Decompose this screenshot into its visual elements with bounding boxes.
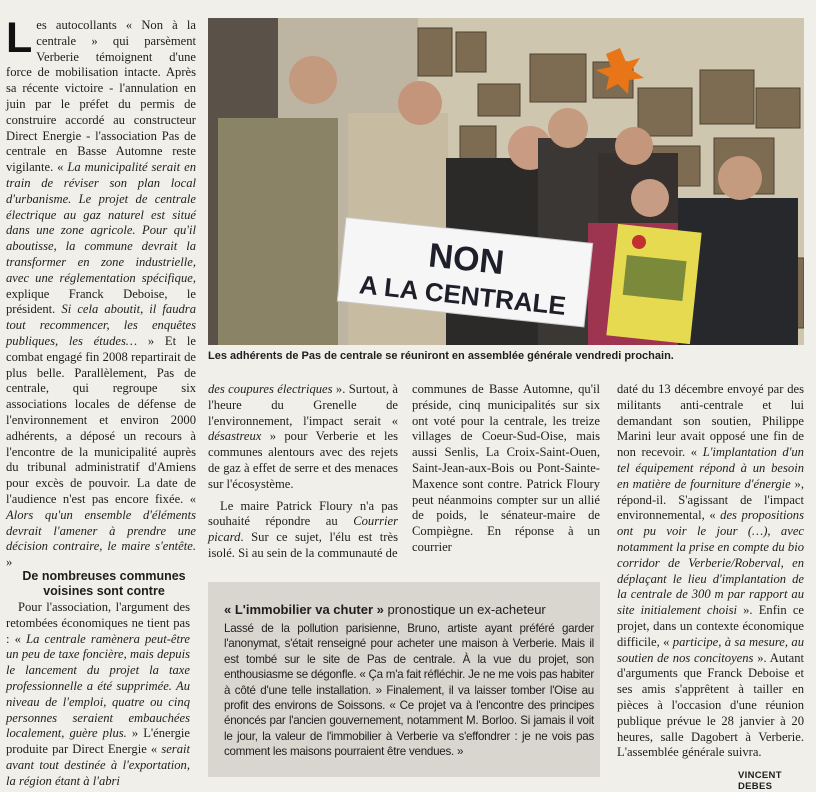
column-1	[6, 14, 196, 571]
subheading: De nombreuses communes voisines sont contre	[22, 569, 186, 598]
column-4	[617, 382, 804, 761]
photo-caption: Les adhérents de Pas de centrale se réuniront en assemblée générale vendredi prochain.	[208, 350, 674, 362]
article-photo	[208, 18, 804, 345]
column-2	[208, 382, 398, 562]
sidebar-box	[208, 582, 600, 777]
column-2-para-1: des coupures électriques ». Surtout, à l'heure du Grenelle de l'environnement, l'impact serait « désastreux » pour Verberie et les communes alentours avec des rejets de gaz à effet de serre et des menaces sur l'écosystème.	[208, 382, 398, 491]
sidebar-title: « L'immobilier va chuter » pronostique un ex-acheteur	[224, 602, 546, 617]
column-2-para-2: Le maire Patrick Floury n'a pas souhaité répondre au Courrier picard. Sur ce sujet, l'élu est très isolé. Si au sein de la communauté de	[208, 498, 398, 560]
column-1-para-1: Les autocollants « Non à la centrale » qui parsèment Verberie témoignent d'une force de mobilisation intacte. Après sa récente victoire - l'annulation en juin par le préfet du permis de construire accordé au constructeur Direct Energie - l'association Pas de centrale en Basse Automne reste vigilante. « La municipalité serait en train de réviser son plan local d'urbanisme. Le projet de centrale électrique au gaz naturel est situé dans une zone agricole. Pour qu'il aboutisse, la commune devrait la transformer en zone industrielle, avec une réglementation spécifique, explique Franck Deboise, le président. Si cela aboutit, il faudra tout recommencer, les enquêtes publiques, les études… » Et le combat engagé fin 2008 repartirait de plus belle. Parallèlement, Pas de centrale, qui regroupe six associations locales de défense de l'environnement et environ 2000 adhérents, a déposé un recours à l'encontre de la municipalité auprès du tribunal administratif d'Amiens pour excès de pouvoir. La date de l'audience n'est pas encore fixée. « Alors qu'un ensemble d'éléments devrait l'amener à prendre une décision contraire, le maire s'entête. »	[6, 14, 196, 570]
column-4-para: daté du 13 décembre envoyé par des militants anti-centrale et lui demandant son soutien, Philippe Marini leur avait opposé une fin de non recevoir. « L'implantation d'un tel équipement répond à un besoin en matière de fourniture d'énergie », répond-il. S'agissant de l'impact environnemental, « des propositions ont pu voir le jour (…), avec notamment la prise en compte du bio corridor de Verberie/Roberval, en déplaçant le lieu d'implantation de la centrale de 300 m par rapport au site initialement choisi ». Enfin ce projet, dans un contexte économique difficile, « participe, à sa mesure, au soutien de nos concitoyens ». Autant d'arguments que Franck Deboise et ses amis s'apprêtent à tailler en pièces à l'occasion d'une réunion publique prévue le 28 janvier à 20 heures, salle Dagobert à Verberie. L'assemblée générale suivra.	[617, 382, 805, 760]
byline: VINCENT DEBES	[738, 770, 782, 792]
photo-illustration	[208, 18, 804, 345]
column-1-continued	[6, 600, 190, 790]
column-3-para: communes de Basse Automne, qu'il préside, cinq municipalités sur six ont voté pour la centrale, les treize villages de Coeur-Sud-Oise, mais aussi Senlis, La Croix-Saint-Ouen, Saint-Jean-aux-Bois ou Pont-Sainte-Maxence sont contre. Patrick Floury peut néanmoins compter sur un allié de poids, le sénateur-maire de Compiègne. En réponse à un courrier	[412, 382, 600, 554]
drop-cap: L	[6, 14, 33, 62]
sidebar-body: Lassé de la pollution parisienne, Bruno, artiste ayant préféré garder l'anonymat, s'était renseigné pour acheter une maison à Verberie. Mais il est tombé sur le site de Pas de centrale. À la vue du projet, son enthousiasme se dégonfle. « Ça m'a fait réfléchir. Je ne me vois pas habiter à côté d'une telle installation. » Finalement, il va laisser tomber l'Oise au profit des environs de Soissons. « Ce projet va à l'encontre des principes énoncés par l'ancien gouvernement, notamment M. Borloo. Si jamais il voit le jour, la valeur de l'immobilier à Verberie va s'effondrer : je ne vois pas comment les maisons pourraient être vendues. »	[224, 622, 594, 759]
sign-line-1: NON	[426, 236, 506, 283]
sign-line-2: A LA CENTRALE	[357, 269, 568, 321]
column-1-para-2: Pour l'association, l'argument des retombées économiques ne tient pas : « La centrale ramènera peut-être un peu de taxe foncière, mais depuis le lancement du projet la taxe professionnelle a été supprimée. Au niveau de l'emploi, quatre ou cinq personnes seraient embauchées localement, guère plus. » L'énergie produite par Direct Energie « serait avant tout destinée à l'exportation, la région étant à l'abri	[6, 600, 191, 788]
column-3	[412, 382, 600, 556]
